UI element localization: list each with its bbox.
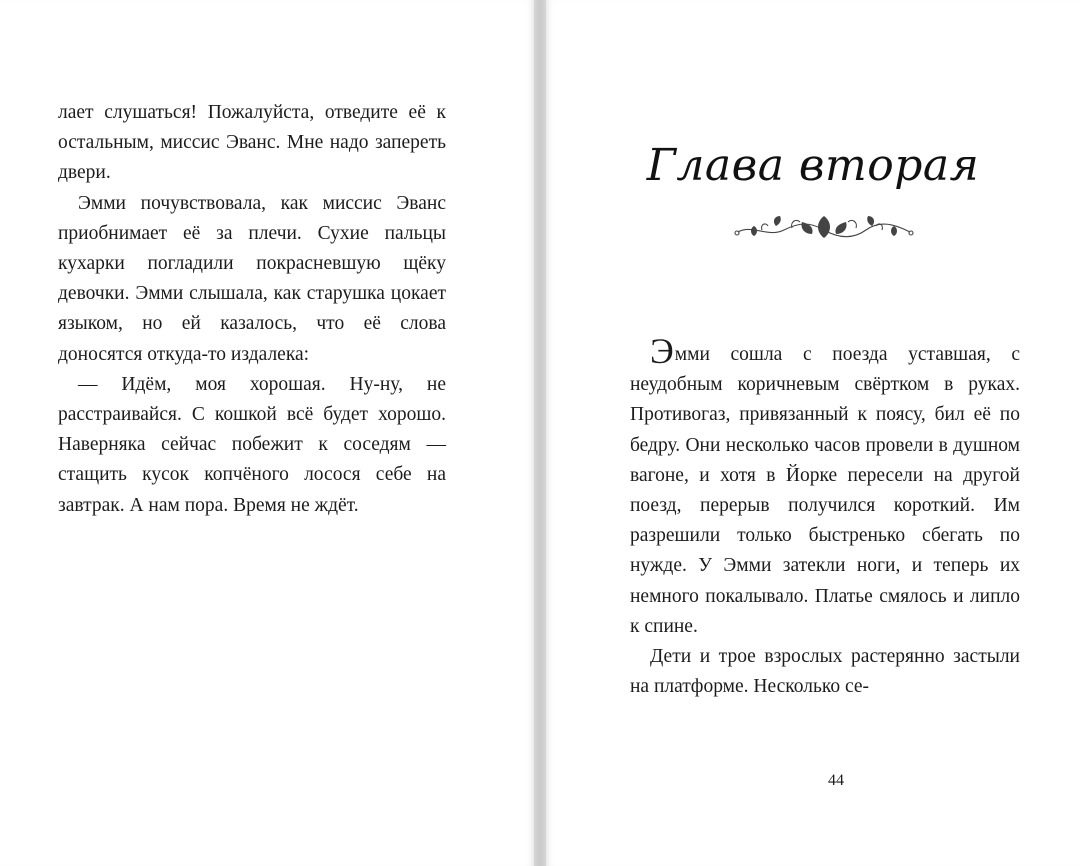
right-page-text — [630, 331, 1020, 702]
left-paragraph-3: — Идём, моя хорошая. Ну-ну, не расстраивайся. С кошкой всё будет хорошо. Наверняка сейчас побежит к соседям — стащить кусок копчёного лосося себе на завтрак. А нам пора. Время не ждёт. — [58, 373, 446, 516]
right-paragraph-2: Дети и трое взрослых растерянно застыли на платформе. Несколько се- — [630, 646, 1020, 698]
right-page — [546, 0, 1080, 866]
left-paragraph-2: Эмми почувствовала, как миссис Эванс приобнимает её за плечи. Сухие пальцы кухарки погладили покрасневшую щёку девочки. Эмми слышала, как старушка цокает языком, но ей казалось, что её слова доносятся откуда-то издалека: — [58, 192, 446, 365]
floral-ornament-icon — [732, 208, 917, 248]
drop-cap: Э — [650, 331, 674, 371]
left-page-text — [58, 98, 446, 521]
page-number: 44 — [828, 772, 844, 789]
right-paragraph-1-body: мми сошла с поезда уставшая, с неудобным коричневым свёртком в руках. Противогаз, привязанный к поясу, бил её по бедру. Они несколько часов провели в душном вагоне, и хотя в Йорке пересели на другой поезд, перерыв получился короткий. Им разрешили только быстренько сбегать по нужде. У Эмми затекли ноги, и теперь их немного покалывало. Платье смялось и липло к спине. — [630, 344, 1020, 637]
book-gutter — [534, 0, 546, 866]
left-page — [0, 0, 534, 866]
left-paragraph-1: лает слушаться! Пожалуйста, отведите её к остальным, миссис Эванс. Мне надо запереть двери. — [58, 102, 446, 184]
right-paragraph-1 — [630, 331, 1020, 642]
chapter-title: Глава вторая — [646, 140, 980, 191]
